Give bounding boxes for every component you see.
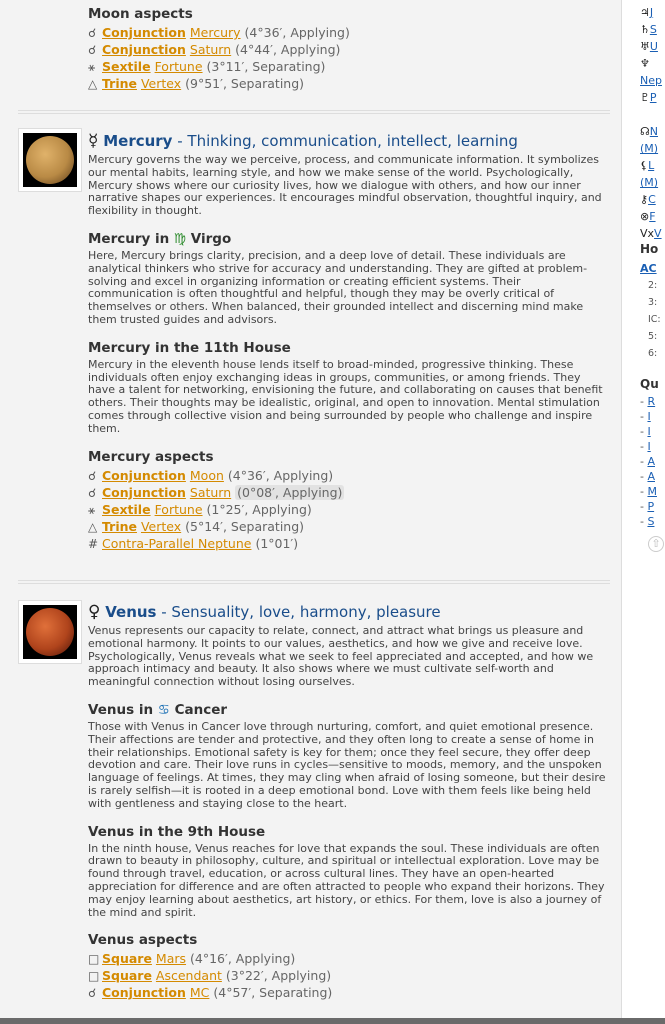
aspect-detail: (4°57′, Separating) <box>213 985 333 1001</box>
aspect-detail: (4°36′, Applying) <box>227 467 334 483</box>
sidebar-planet-link[interactable]: C <box>648 193 656 206</box>
aspect-object-link[interactable]: Vertex <box>140 76 182 91</box>
mercury-aspects-list <box>88 467 608 552</box>
aspect-type-link[interactable]: Square <box>102 968 152 984</box>
venus-section <box>88 602 608 1001</box>
aspect-object-link[interactable]: Saturn <box>189 484 232 500</box>
aspect-item <box>88 967 608 984</box>
aspect-detail: (3°11′, Separating) <box>206 59 326 74</box>
aspect-glyph-icon: ⚹ <box>88 60 96 74</box>
aspect-type-link[interactable]: Conjunction <box>102 484 186 500</box>
venus-aspects-list <box>88 950 608 1001</box>
mercury-image <box>18 128 82 192</box>
venus-sign-heading <box>88 702 608 718</box>
house-row: 3: <box>648 297 658 308</box>
sidebar-planet-row[interactable] <box>640 4 662 21</box>
aspect-item <box>88 75 608 92</box>
aspect-detail: (9°51′, Separating) <box>185 76 305 91</box>
quick-link[interactable]: I <box>647 410 651 423</box>
aspect-detail: (4°16′, Applying) <box>190 951 296 967</box>
aspect-item <box>88 518 608 535</box>
aspect-glyph-icon: □ <box>88 952 100 967</box>
taskbar <box>0 1018 665 1024</box>
aspect-glyph-icon: ☌ <box>88 43 97 57</box>
venus-tagline: - Sensuality, love, harmony, pleasure <box>156 603 441 621</box>
quick-link[interactable]: I <box>647 440 651 453</box>
sidebar-planet-row[interactable] <box>640 208 662 225</box>
aspect-glyph-icon: ☌ <box>88 986 97 1001</box>
sidebar-planet-link[interactable]: S <box>649 23 657 36</box>
sidebar-planet-link[interactable]: L <box>648 159 655 172</box>
aspect-item <box>88 24 608 41</box>
aspect-glyph-icon: # <box>88 536 99 551</box>
aspect-object-link[interactable]: Ascendant <box>155 968 222 984</box>
section-divider <box>18 110 610 114</box>
house-row: 5: <box>648 331 658 342</box>
aspect-detail: (4°36′, Applying) <box>244 25 350 40</box>
venus-title <box>88 602 608 622</box>
aspect-item <box>88 501 608 518</box>
aspect-type-link[interactable]: Conjunction <box>102 25 186 40</box>
mercury-title <box>88 131 608 151</box>
quick-link-item[interactable]: - A <box>640 470 655 483</box>
sidebar-planet-row[interactable] <box>640 72 662 89</box>
quick-link[interactable]: A <box>647 455 655 468</box>
planet-glyph-icon: ⚸ <box>640 159 649 172</box>
moon-aspects-list <box>88 24 608 92</box>
aspect-item <box>88 535 608 552</box>
sidebar-planet-row[interactable] <box>640 123 662 140</box>
quick-link-item[interactable]: - P <box>640 500 655 513</box>
back-to-top-icon[interactable]: ⇧ <box>648 536 664 552</box>
aspect-object-link[interactable]: Saturn <box>189 42 232 57</box>
aspect-type-link[interactable]: Trine <box>102 76 137 91</box>
sidebar-planet-row[interactable] <box>640 225 662 242</box>
mercury-tagline: - Thinking, communication, intellect, learning <box>172 132 518 150</box>
aspect-item <box>88 984 608 1001</box>
venus-intro: Venus represents our capacity to relate, connect, and attract what brings us pleasure and emotional harmony. It points to our values, aesthetics, and how we give and receive love. Psychologically, Venus reveals what we seek to feel appreciated and accepted, and how we approach intimacy and beauty. It also shows where we must cultivate self-worth and meaningful connection without losing ourselves. <box>88 624 594 689</box>
house-row: 6: <box>648 348 658 359</box>
venus-house-heading: Venus in the 9th House <box>88 823 266 840</box>
mercury-sign-heading <box>88 231 608 247</box>
aspect-type-link[interactable]: Conjunction <box>102 467 186 483</box>
houses-link-ac[interactable]: AC <box>640 262 657 275</box>
sidebar-planet-list <box>640 4 662 242</box>
planet-glyph-icon: ♅ <box>640 40 650 53</box>
mercury-sign-prefix: Mercury in <box>88 230 174 247</box>
mercury-house-heading: Mercury in the 11th House <box>88 339 291 356</box>
sidebar <box>640 0 665 1018</box>
quick-link-item[interactable]: - I <box>640 410 651 423</box>
aspect-type-link[interactable]: Conjunction <box>102 42 186 57</box>
virgo-icon: ♍ <box>173 230 187 247</box>
aspect-item <box>88 58 608 75</box>
aspect-type-link[interactable]: Sextile <box>102 501 151 517</box>
mercury-intro: Mercury governs the way we perceive, process, and communicate information. It symbolizes our mental habits, learning style, and how we make sense of the world. Psychologically, Mercury shows where our curiosity lives, how we dialogue with others, and how our inner narrative shapes our experiences. It encourages mindful observation, thoughtful inquiry, and flexibility in thought. <box>88 153 602 218</box>
mercury-planet-graphic <box>26 136 74 184</box>
sidebar-planet-link[interactable]: Nep <box>640 74 662 87</box>
planet-glyph-icon: ♆ <box>640 57 650 70</box>
mercury-section <box>88 131 608 552</box>
venus-aspects-heading: Venus aspects <box>88 932 198 949</box>
houses-heading: Ho <box>640 242 659 256</box>
venus-glyph-icon: ♀ <box>88 602 101 622</box>
planet-glyph-icon: ⚷ <box>640 193 649 206</box>
aspect-glyph-icon: ☌ <box>88 485 97 500</box>
aspect-type-link[interactable]: Trine <box>102 518 137 534</box>
cancer-icon: ♋ <box>157 701 170 718</box>
aspect-type-link[interactable]: Conjunction <box>102 985 186 1001</box>
quick-link-item[interactable]: - R <box>640 395 656 408</box>
sidebar-planet-link[interactable]: N <box>649 125 659 138</box>
section-divider <box>18 580 610 584</box>
quick-links-heading: Qu <box>640 377 659 391</box>
sidebar-planet-link[interactable]: (M) <box>640 142 659 155</box>
aspect-glyph-icon: ☌ <box>88 468 97 483</box>
sidebar-planet-link[interactable]: U <box>649 40 658 53</box>
aspect-object-link[interactable]: Mars <box>155 951 187 967</box>
sidebar-planet-row[interactable] <box>640 191 662 208</box>
house-row: IC: <box>648 314 661 325</box>
planet-glyph-icon: ♇ <box>640 91 650 104</box>
aspect-type-link[interactable]: Square <box>102 951 152 967</box>
sidebar-house-list <box>648 280 661 365</box>
sidebar-planet-row[interactable] <box>640 174 662 191</box>
quick-link-item[interactable]: - I <box>640 425 651 438</box>
planet-glyph-icon: ♄ <box>640 23 650 36</box>
aspect-object-link[interactable]: Vertex <box>140 518 182 534</box>
sidebar-planet-row[interactable] <box>640 38 662 55</box>
aspect-item <box>88 41 608 58</box>
quick-link-item[interactable]: - M <box>640 485 657 498</box>
aspect-object-link[interactable]: Contra-Parallel Neptune <box>102 535 252 551</box>
quick-link[interactable]: S <box>647 515 655 528</box>
aspect-glyph-icon: ⚹ <box>88 502 96 517</box>
sidebar-planet-link[interactable]: V <box>654 227 662 240</box>
venus-house-text: In the ninth house, Venus reaches for love that expands the soul. These individuals are often drawn to beauty in philosophy, culture, and spiritual or intellectual exploration. Love may be found through travel, education, or across cultural lines. They have an open-hearted appreciation for difference and are often attracted to people who expand their horizons. They may enjoy learning about aesthetics, art history, or ethics. For them, love is also a journey of the mind and spirit. <box>88 841 605 919</box>
sidebar-planet-row[interactable] <box>640 89 662 106</box>
quick-link-item[interactable]: - I <box>640 440 651 453</box>
mercury-sign-text: Here, Mercury brings clarity, precision, and a deep love of detail. These individuals are analytical thinkers who strive for accuracy and understanding. They are gifted at problem-solving and excel in organizing information or creating efficient systems. Their communication is often thoughtful and helpful, though they may be overly critical of themselves or others. When balanced, their grounded intellect and discerning mind make them trusted guides and advisors. <box>88 248 588 326</box>
sidebar-planet-row[interactable] <box>640 21 662 38</box>
quick-link[interactable]: P <box>647 500 655 513</box>
sidebar-planet-link[interactable]: J <box>649 6 654 19</box>
aspect-detail: (1°25′, Applying) <box>206 501 312 517</box>
aspect-detail: (5°14′, Separating) <box>185 518 305 534</box>
sidebar-planet-row[interactable] <box>640 157 662 174</box>
quick-link[interactable]: R <box>647 395 656 408</box>
aspect-type-link[interactable]: Sextile <box>102 59 151 74</box>
aspect-object-link[interactable]: Fortune <box>154 59 203 74</box>
sidebar-planet-row[interactable] <box>640 140 662 157</box>
aspect-detail: (4°44′, Applying) <box>235 42 341 57</box>
planet-glyph-icon: Vx <box>640 227 655 240</box>
mercury-house-text: Mercury in the eleventh house lends itself to broad-minded, progressive thinking. These individuals often enjoy exchanging ideas in groups, communities, or among friends. They have a talent for networking, envisioning the future, and collaborating on causes that benefit others. Their thoughts may be idealistic, original, and open to innovation. Mental stimulation comes through collective vision and being surrounded by people who challenge and inspire them. <box>88 357 603 435</box>
venus-image <box>18 600 82 664</box>
aspect-glyph-icon: ☌ <box>88 26 97 40</box>
aspect-object-link[interactable]: Fortune <box>154 501 203 517</box>
aspect-glyph-icon: △ <box>88 77 98 91</box>
venus-sign-text: Those with Venus in Cancer love through nurturing, comfort, and quiet emotional presence. Their affections are tender and protective, and they often long to create a sense of home in their relationships. Emotional safety is key for them; once they feel secure, they offer deep devotion and care. Their love runs in cycles—sensitive to moods, memory, and the unspoken language of feelings. At times, they may cling when afraid of losing someone, but their desire is rarely selfish—it is rooted in a deep emotional bond. Love with them feels like being held with gentleness and staying close to the heart. <box>88 719 606 810</box>
aspect-item <box>88 950 608 967</box>
mercury-sign-name: Virgo <box>190 230 232 247</box>
aspect-glyph-icon: □ <box>88 969 100 984</box>
quick-link[interactable]: A <box>647 470 655 483</box>
aspect-object-link[interactable]: Mercury <box>189 25 241 40</box>
sidebar-planet-link[interactable]: P <box>649 91 657 104</box>
aspect-item <box>88 484 608 501</box>
venus-sign-prefix: Venus in <box>88 701 158 718</box>
planet-glyph-icon: ⊗ <box>640 210 650 223</box>
quick-link[interactable]: M <box>647 485 657 498</box>
aspect-object-link[interactable]: Moon <box>189 467 224 483</box>
mercury-name: Mercury <box>103 132 173 150</box>
sidebar-planet-link[interactable]: (M) <box>640 176 659 189</box>
aspect-detail: (1°01′) <box>255 535 299 551</box>
sidebar-planet-link[interactable]: F <box>649 210 656 223</box>
house-row: 2: <box>648 280 658 291</box>
planet-glyph-icon: ☊ <box>640 125 650 138</box>
aspect-item <box>88 467 608 484</box>
planet-glyph-icon: ♃ <box>640 6 650 19</box>
quick-links-list <box>640 394 657 529</box>
quick-link-item[interactable]: - S <box>640 515 655 528</box>
aspect-detail: (3°22′, Applying) <box>225 968 332 984</box>
mercury-aspects-heading: Mercury aspects <box>88 448 214 465</box>
aspect-detail: (0°08′, Applying) <box>237 484 343 500</box>
quick-link-item[interactable]: - A <box>640 455 655 468</box>
aspect-object-link[interactable]: MC <box>189 985 210 1001</box>
aspect-glyph-icon: △ <box>88 519 98 534</box>
venus-planet-graphic <box>26 608 74 656</box>
moon-aspects-heading: Moon aspects <box>88 6 193 22</box>
sidebar-planet-row[interactable] <box>640 55 662 72</box>
moon-aspects-block <box>88 6 608 92</box>
quick-link[interactable]: I <box>647 425 651 438</box>
sidebar-planet-row[interactable] <box>640 106 662 123</box>
venus-sign-name: Cancer <box>174 701 228 718</box>
venus-name: Venus <box>105 603 157 621</box>
mercury-glyph-icon: ☿ <box>88 131 99 151</box>
